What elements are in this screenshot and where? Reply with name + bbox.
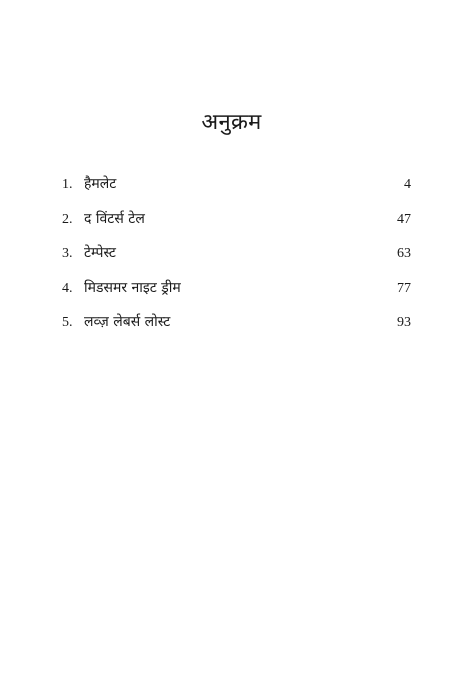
toc-entry-number: 4.: [62, 280, 73, 296]
toc-entry: [62, 243, 411, 278]
toc-entry-title: लव्ज़ लेबर्स लोस्ट: [84, 314, 171, 330]
toc-list: [62, 174, 411, 347]
toc-entry: [62, 174, 411, 209]
toc-entry-number: 2.: [62, 211, 73, 227]
toc-entry-title: द विंटर्स टेल: [84, 210, 145, 227]
toc-entry-page: 47: [397, 211, 411, 227]
toc-entry-title: टेम्पेस्ट: [84, 245, 116, 261]
toc-entry-title: हैमलेट: [84, 176, 117, 192]
toc-entry-number: 1.: [62, 177, 73, 192]
toc-entry: [62, 278, 411, 313]
toc-entry: [62, 209, 411, 244]
toc-entry-page: 4: [404, 177, 411, 192]
toc-entry-number: 3.: [62, 246, 73, 261]
toc-heading: अनुक्रम: [201, 110, 262, 135]
toc-entry-number: 5.: [62, 315, 73, 330]
toc-entry-title: मिडसमर नाइट ड्रीम: [84, 279, 181, 296]
toc-entry-page: 77: [397, 280, 411, 296]
toc-entry-page: 63: [397, 246, 411, 261]
toc-entry: [62, 312, 411, 347]
toc-entry-page: 93: [397, 315, 411, 330]
